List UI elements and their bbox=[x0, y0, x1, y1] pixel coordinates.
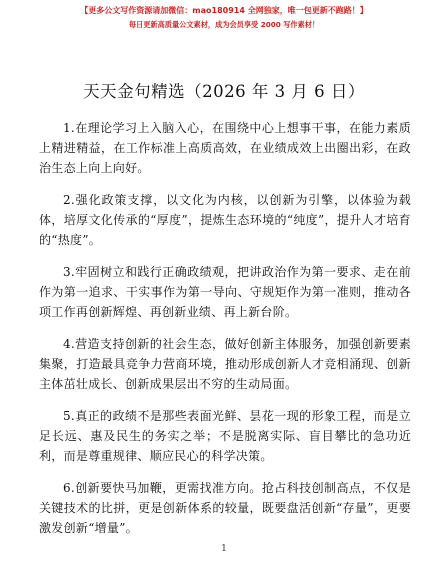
page-number: 1 bbox=[221, 544, 227, 554]
paragraph-1: 1.在理论学习上入脑入心，在围绕中心上想事干事，在能力素质上精进精益，在工作标准上高质高效，在业绩成效上出圈出彩，在政治生态上向上向好。 bbox=[39, 121, 411, 175]
paragraph-5: 5.真正的政绩不是那些表面光鲜、昙花一现的形象工程，而是立足长远、惠及民生的务实之举；不是脱离实际、盲目攀比的急功近利，而是尊重规律、顺应民心的科学决策。 bbox=[39, 409, 411, 463]
paragraph-3: 3.牢固树立和践行正确政绩观，把讲政治作为第一要求、走在前作为第一追求、干实事作为第一导向、守规矩作为第一准则，推动各项工作再创新辉煌、再创新业绩、再上新台阶。 bbox=[39, 265, 411, 319]
paragraph-6: 6.创新要快马加鞭，更需找准方向。抢占科技创制高点，不仅是关键技术的比拼，更是创新体系的较量，既要盘活创新“存量”，更要激发创新“增量”。 bbox=[39, 481, 411, 535]
paragraph-2: 2.强化政策支撑，以文化为内核，以创新为引擎，以体验为载体，培厚文化传承的“厚度”，提炼生态环境的“纯度”，提升人才培育的“热度”。 bbox=[39, 193, 411, 247]
promo-banner-line-2: 每日更新高质量公文素材，成为会员享受 2000 写作素材！ bbox=[128, 20, 320, 29]
document-body bbox=[39, 118, 411, 550]
document-title: 天天金句精选（2026 年 3 月 6 日） bbox=[83, 82, 365, 101]
promo-banner-line-1: 【更多公文写作资源请加微信：mao180914 全网独家，唯一包更新不跑路！】 bbox=[80, 6, 368, 15]
paragraph-4: 4.营造支持创新的社会生态，做好创新主体服务，加强创新要素集聚，打造最具竞争力营商环境，推动形成创新人才竞相涌现、创新主体茁壮成长、创新成果层出不穷的生动局面。 bbox=[39, 337, 411, 391]
promo-banner bbox=[0, 4, 448, 32]
